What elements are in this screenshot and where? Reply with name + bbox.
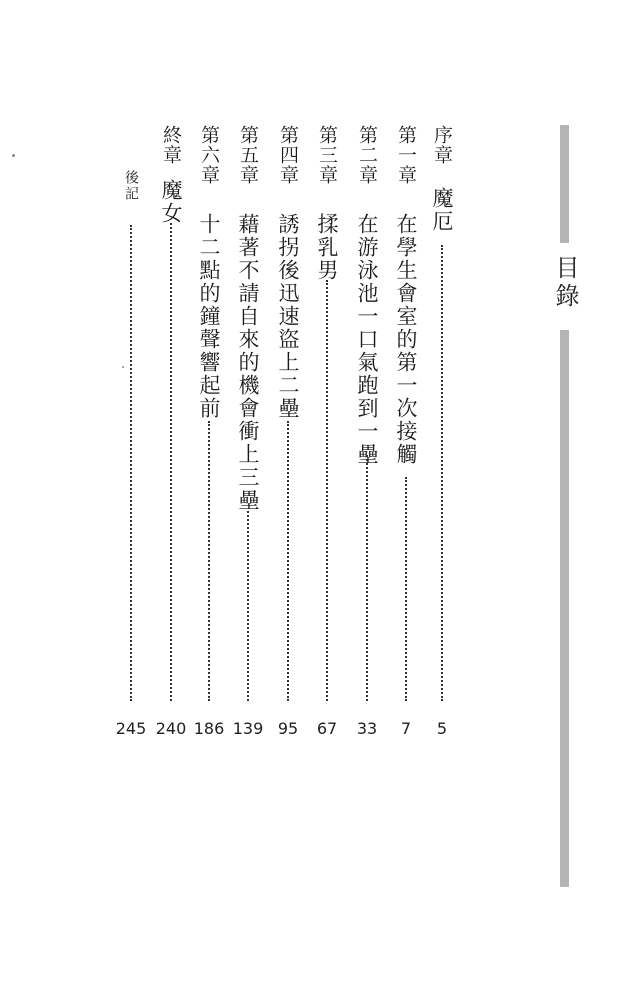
chapter-title: 十二點的鐘聲響起前 <box>197 213 221 420</box>
dot-leader <box>208 421 210 701</box>
chapter-title: 藉著不請自來的機會衝上三壘 <box>236 213 260 512</box>
title-rule-bottom <box>560 330 569 887</box>
page-number: 139 <box>232 719 264 738</box>
chapter-title: 魔厄 <box>430 187 454 233</box>
chapter-label: 終章 <box>160 125 182 165</box>
chapter-label: 第一章 <box>395 125 417 185</box>
dot-leader <box>366 455 368 701</box>
page-number: 67 <box>316 719 338 738</box>
chapter-title: 誘拐後迅速盜上二壘 <box>276 213 300 420</box>
chapter-label: 第二章 <box>356 125 378 185</box>
page-number: 186 <box>193 719 225 738</box>
scan-speck <box>12 154 15 157</box>
chapter-title: 魔女 <box>159 179 183 225</box>
chapter-label: 第四章 <box>277 125 299 185</box>
chapter-label: 第五章 <box>237 125 259 185</box>
page-number: 95 <box>277 719 299 738</box>
page-number: 7 <box>400 719 412 738</box>
page-number: 5 <box>436 719 448 738</box>
page-title: 目錄 <box>551 255 579 311</box>
page-number: 33 <box>356 719 378 738</box>
dot-leader <box>287 421 289 701</box>
dot-leader <box>130 225 132 701</box>
page-number: 245 <box>115 719 147 738</box>
chapter-title: 在學生會室的第一次接觸 <box>394 213 418 466</box>
dot-leader <box>441 245 443 701</box>
chapter-title: 在游泳池一口氣跑到一壘 <box>355 213 379 466</box>
dot-leader <box>170 223 172 701</box>
chapter-label: 後記 <box>123 170 139 202</box>
dot-leader <box>405 477 407 701</box>
dot-leader <box>247 511 249 701</box>
page-number: 240 <box>155 719 187 738</box>
chapter-label: 第六章 <box>198 125 220 185</box>
chapter-title: 揉乳男 <box>315 213 339 282</box>
chapter-label: 第三章 <box>316 125 338 185</box>
title-rule-top <box>560 125 569 243</box>
scan-speck <box>122 366 124 368</box>
dot-leader <box>326 280 328 701</box>
chapter-label: 序章 <box>431 125 453 165</box>
